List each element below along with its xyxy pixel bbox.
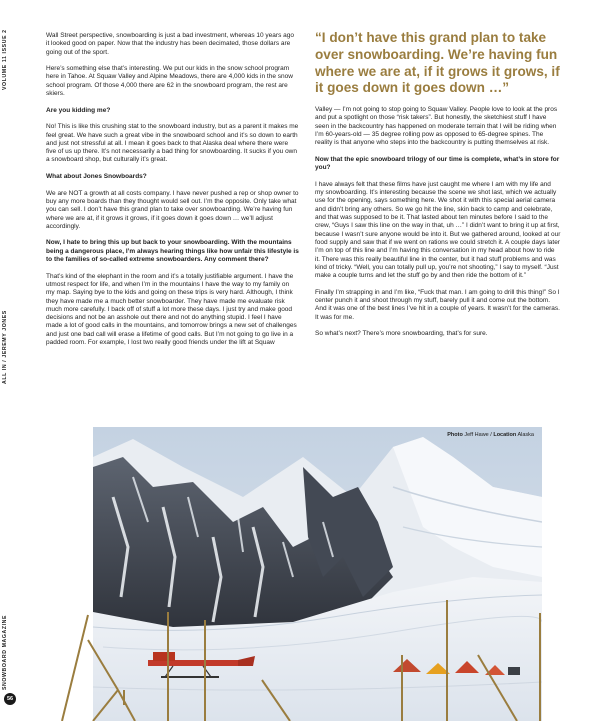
body-paragraph: We are NOT a growth at all costs company. I have never pushed a rep or shop owner to buy any more boards than they thought would sell out. I’m the opposite. Only take what you can sell. I don’t have this grand plan to take over snowboarding. We’re having fun where we are at, if it grows it grows, if it goes down it goes down … we’ll adjust accordingly.	[46, 189, 299, 230]
mountain-landscape-image	[93, 427, 542, 721]
body-paragraph: I have always felt that these films have just caught me where I am with my life and my snowboarding. It’s interesting because the scene we shot last, which we actually use for the opening, says something here. We shot it with this special aerial camera and didn’t bring any others. So we go hit the line, skin back to camp and celebrate, and that was supposed to be it. That lasted about ten minutes before I said to the crew, “Guys I saw this line on the way in that, uh …” I didn’t want to bring it up at first, because I wasn’t sure anyone would be into it. But we gathered around, looked at our food supply and saw that if we went on rations we could stretch it. A couple days later I’m on top of this line and I’m having this conversation in my head about how to ride it. There was this really beautiful line in the center, but it had stuff problems and was kind of tricky. “Well, you can totally pull up, you’re not shooting,” I say to myself. “Just make a couple turns and let the stuff go by and then ride the bottom of it.”	[315, 180, 561, 280]
interview-question: Are you kidding me?	[46, 106, 111, 114]
mountain-photo	[93, 427, 542, 721]
spine-issue-label: VOLUME 11 ISSUE 2	[2, 29, 8, 91]
spine-magazine-label: SNOWBOARD MAGAZINE	[2, 614, 8, 690]
body-paragraph: Wall Street perspective, snowboarding is just a bad investment, whereas 10 years ago it looked good on paper. Now that the industry has been decimated, those dollars are going out of the sport.	[46, 32, 294, 56]
right-column	[315, 30, 561, 347]
credit-label: Photo	[447, 432, 463, 438]
spine-section-label: ALL IN / JEREMY JONES	[2, 310, 8, 384]
page-number: 56	[4, 693, 16, 705]
body-paragraph: That’s kind of the elephant in the room and it’s a totally justifiable argument. I have the utmost respect for life, and when I’m in the mountains I have the way to my family on my map. Saying bye to the kids and going on these trips is very hard. Although, I think they have made me a much better snowboarder. They have made me evaluate risk much more carefully. I back off of stuff a lot more these days. I just try and make good decisions and not be an asshole out there and not do anything stupid. I feel I have made a lot of good calls in the mountains, and tomorrow brings a new set of challenges and just one bad call will erase a lifetime of good calls. But I’m not going to go live in a padded room. For example, I lost two really good friends under the lift at Squaw	[46, 272, 297, 346]
body-paragraph: No! This is like this crushing stat to the snowboard industry, but as a parent it makes me feel great. We have such a great vibe in the snowboard school and it’s so down to earth and just not stressful at all. I mean it goes back to that Alaska deal where there were five of us up there. It’s not necessarily a bad thing for snowboarding. It sucks if you own a snowboard shop, but culturally it’s great.	[46, 123, 299, 164]
photo-credit: Photo Jeff Hawe / Location Alaska	[447, 432, 534, 438]
body-paragraph: Here’s something else that’s interesting. We put our kids in the snow school program here in Tahoe. At Squaw Valley and Alpine Meadows, there are 4,000 kids in the snow school program. Of those 4,000 there are 62 in the snowboard program, the rest are skiers.	[46, 65, 293, 98]
interview-question: Now, I hate to bring this up but back to your snowboarding. With the mountains being a dangerous place, I’m always hearing things like how unfair this lifestyle is to the families of so-called extreme snowboarders. Any comment there?	[46, 239, 299, 264]
left-column	[46, 32, 299, 356]
pull-quote: “I don’t have this grand plan to take over snowboarding. We’re having fun where we are at, if it grows it grows, if it goes down it goes down …”	[315, 30, 560, 96]
interview-question: What about Jones Snowboards?	[46, 173, 147, 181]
interview-question: Now that the epic snowboard trilogy of our time is complete, what’s in store for you?	[315, 155, 560, 172]
body-paragraph: So what’s next? There’s more snowboarding, that’s for sure.	[315, 330, 488, 338]
body-paragraph: Valley — I’m not going to stop going to Squaw Valley. People love to look at the pros and put a spotlight on those “risk takers”. But honestly, the sketchiest stuff I have seen in the backcountry has happened on moderate terrain that I will be riding when I’m 60-years-old — 35 degree rolling pow as opposed to 65-degree spines. The reality is that anyone who steps into the backcountry is putting themselves at risk.	[315, 106, 558, 147]
photographer-name: Jeff Hawe	[464, 432, 489, 438]
location-label: Location	[493, 432, 517, 438]
location-name: Alaska	[517, 432, 534, 438]
body-paragraph: Finally I’m strapping in and I’m like, “Fuck that man. I am going to drill this thing!” So I center punch it and shoot through my stuff, barely pull it and come out the bottom. And it was one of the best lines I’ve hit in a couple of years. It wasn’t for the cameras. It was for me.	[315, 288, 560, 321]
